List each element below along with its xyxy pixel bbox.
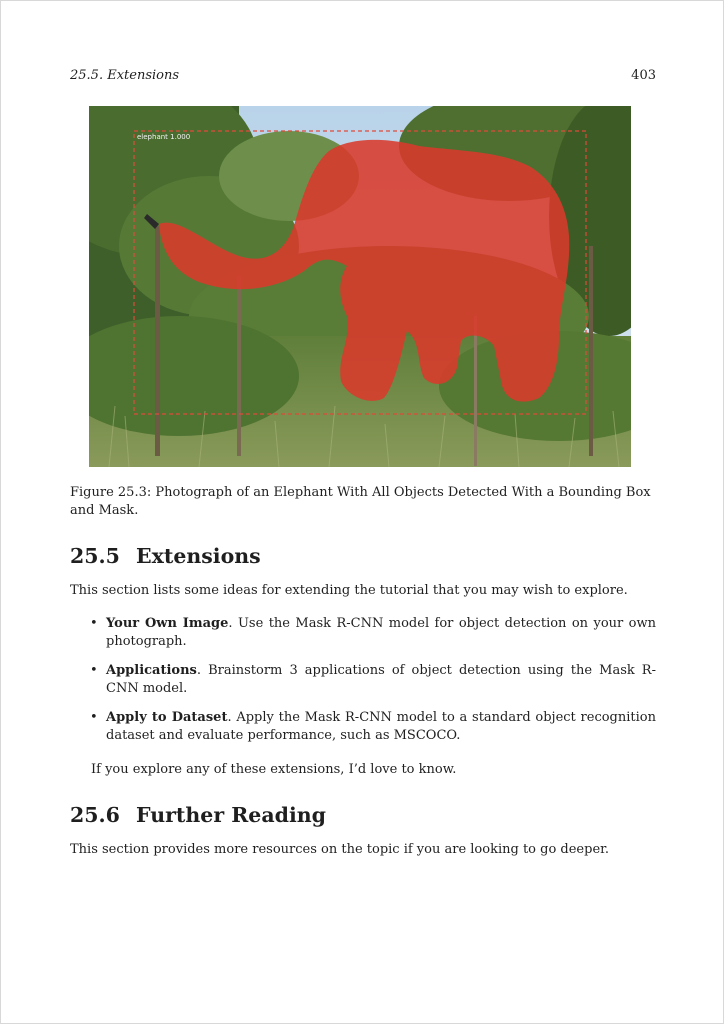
- bullet-icon: •: [90, 710, 98, 725]
- list-item: [88, 615, 656, 651]
- bullet-icon: •: [90, 616, 98, 631]
- section-heading-further-reading: [70, 803, 326, 827]
- list-item-term: Your Own Image: [106, 616, 229, 631]
- page-number: 403: [631, 68, 656, 83]
- list-item-text: . Use the Mask R-CNN model for object detection on your own photograph.: [106, 616, 657, 649]
- further-reading-intro: This section provides more resources on the topic if you are looking to go deeper.: [70, 842, 610, 857]
- running-head: [70, 68, 656, 86]
- list-item-term: Apply to Dataset: [106, 710, 228, 725]
- list-item: [88, 709, 656, 745]
- bullet-icon: •: [90, 663, 98, 678]
- list-item-text: . Apply the Mask R-CNN model to a standard object recognition dataset and evaluate performance, such as MSCOCO.: [106, 710, 656, 743]
- detection-label: elephant 1.000: [137, 133, 191, 141]
- section-title: Further Reading: [136, 803, 326, 827]
- extensions-list: [88, 615, 656, 756]
- running-head-title: 25.5. Extensions: [70, 68, 180, 83]
- section-title: Extensions: [136, 544, 261, 568]
- section-number: 25.5: [70, 544, 120, 568]
- elephant-detection-figure: [89, 106, 631, 467]
- list-item-text: . Brainstorm 3 applications of object detection using the Mask R-CNN model.: [106, 663, 656, 696]
- list-item-term: Applications: [106, 663, 197, 678]
- extensions-closing: If you explore any of these extensions, I’d love to know.: [91, 762, 457, 777]
- section-number: 25.6: [70, 803, 120, 827]
- extensions-intro: This section lists some ideas for extending the tutorial that you may wish to explore.: [70, 583, 628, 598]
- section-heading-extensions: [70, 544, 261, 568]
- figure-caption: Figure 25.3: Photograph of an Elephant With All Objects Detected With a Bounding Box and Mask.: [70, 485, 651, 518]
- list-item: [88, 662, 656, 698]
